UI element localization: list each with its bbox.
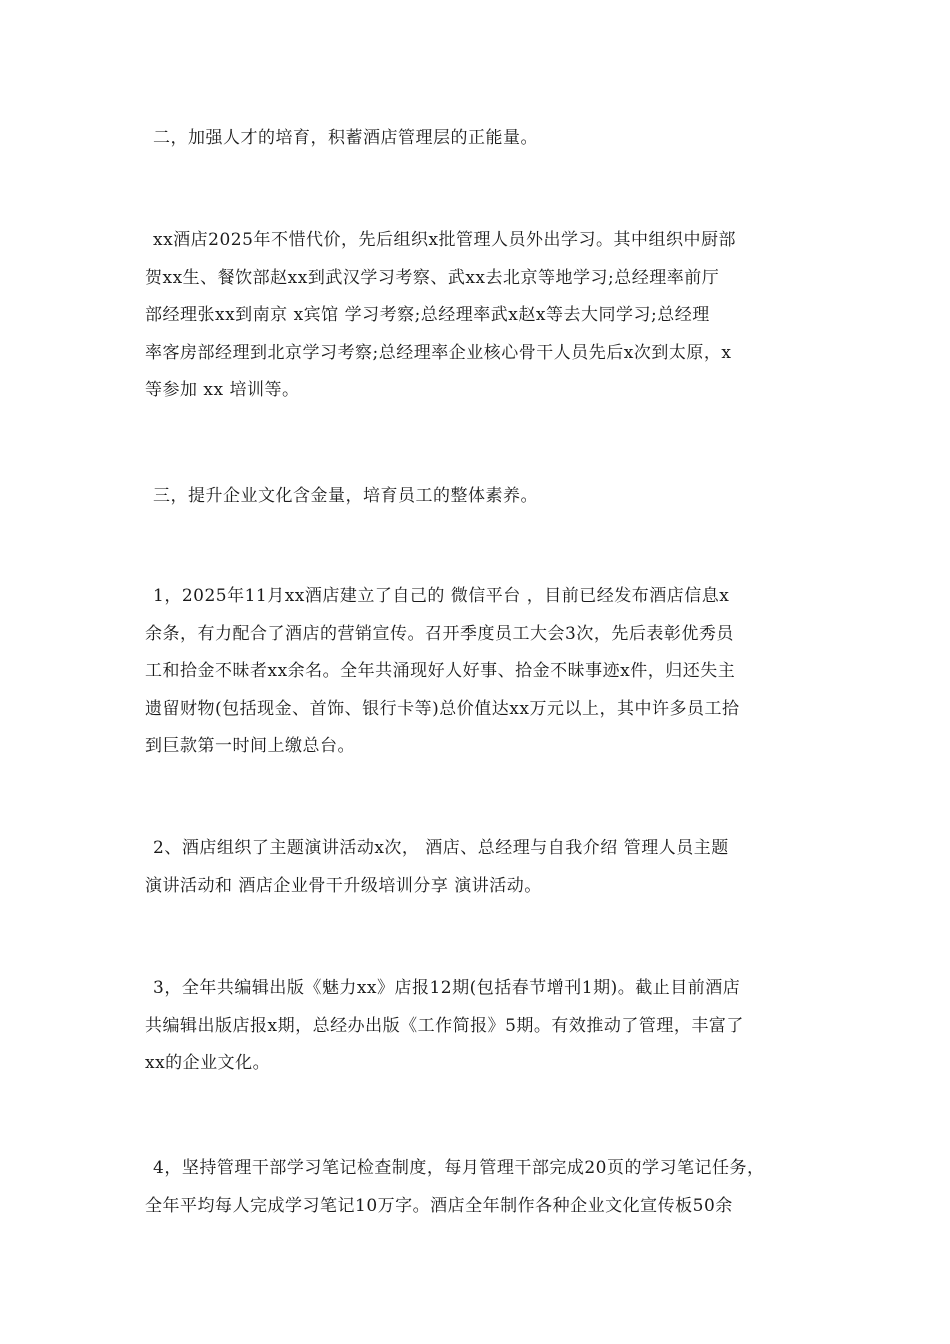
- section-heading-2: [145, 120, 815, 158]
- text-line: 工和拾金不昧者xx余名。全年共涌现好人好事、拾金不昧事迹x件，归还失主: [145, 661, 736, 681]
- paragraph-item-4: [145, 1150, 815, 1225]
- text-line: 二，加强人才的培育，积蓄酒店管理层的正能量。: [153, 128, 538, 148]
- text-line: 共编辑出版店报x期，总经办出版《工作简报》5期。有效推动了管理，丰富了: [145, 1015, 744, 1036]
- text-line: 等参加 xx 培训等。: [145, 380, 300, 400]
- text-line: 2、酒店组织了主题演讲活动x次， 酒店、总经理与自我介绍 管理人员主题: [153, 838, 729, 858]
- text-line: 率客房部经理到北京学习考察;总经理率企业核心骨干人员先后x次到太原，x: [145, 342, 732, 363]
- text-line: xx的企业文化。: [145, 1053, 271, 1073]
- paragraph-item-3: [145, 970, 815, 1083]
- text-line: 部经理张xx到南京 x宾馆 学习考察;总经理率武x赵x等去大同学习;总经理: [145, 305, 710, 325]
- text-line: xx酒店2025年不惜代价，先后组织x批管理人员外出学习。其中组织中厨部: [153, 230, 737, 250]
- text-line: 贺xx生、餐饮部赵xx到武汉学习考察、武xx去北京等地学习;总经理率前厅: [145, 267, 720, 288]
- text-line: 4，坚持管理干部学习笔记检查制度，每月管理干部完成20页的学习笔记任务，: [153, 1158, 765, 1178]
- text-line: 演讲活动和 酒店企业骨干升级培训分享 演讲活动。: [145, 875, 542, 896]
- text-line: 余条，有力配合了酒店的营销宣传。召开季度员工大会3次，先后表彰优秀员: [145, 623, 734, 644]
- paragraph-item-2: [145, 830, 815, 905]
- paragraph-training: [145, 222, 815, 410]
- text-line: 三，提升企业文化含金量，培育员工的整体素养。: [153, 486, 538, 506]
- text-line: 到巨款第一时间上缴总台。: [145, 736, 355, 756]
- text-line: 全年平均每人完成学习笔记10万字。酒店全年制作各种企业文化宣传板50余: [145, 1195, 733, 1216]
- paragraph-item-1: [145, 578, 815, 766]
- section-heading-3: [145, 478, 815, 516]
- text-line: 3，全年共编辑出版《魅力xx》店报12期(包括春节增刊1期)。截止目前酒店: [153, 978, 741, 998]
- text-line: 遗留财物(包括现金、首饰、银行卡等)总价值达xx万元以上，其中许多员工拾: [145, 698, 740, 719]
- text-line: 1，2025年11月xx酒店建立了自己的 微信平台 ，目前已经发布酒店信息x: [153, 586, 730, 606]
